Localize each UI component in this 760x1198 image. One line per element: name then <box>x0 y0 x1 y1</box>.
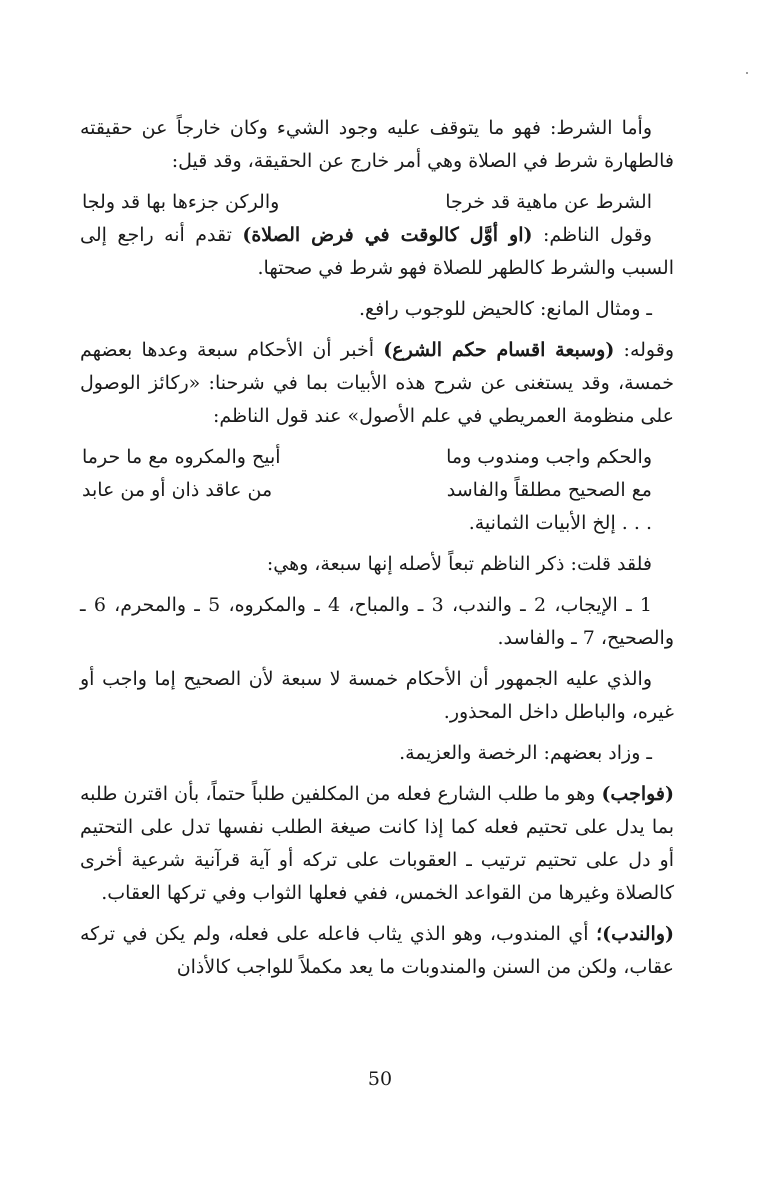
paragraph-lead: وقوله: <box>614 339 674 361</box>
paragraph-lead: وقول الناظم: <box>532 224 653 246</box>
paragraph-etc-verses: . . . إلخ الأبيات الثمانية. <box>468 512 652 534</box>
verse-line-1 <box>80 186 674 219</box>
paragraph-majority-view: والذي عليه الجمهور أن الأحكام خمسة لا سبعة لأن الصحيح إما واجب أو غيره، والباطل داخل المحذور. <box>80 668 674 723</box>
paragraph-preventer-example: ـ ومثال المانع: كالحيض للوجوب رافع. <box>358 298 652 320</box>
page-body <box>80 112 674 984</box>
paragraph-nazim-quote <box>80 219 674 285</box>
paragraph-text: وهو ما طلب الشارع فعله من المكلفين طلباً حتماً، بأن اقترن طلبه بما يدل على تحتيم فعله كما إذا كانت صيغة الطلب نفسها تدل على التحتيم أو دل على تحتيم ترتيب ـ العقوبات على تركه أو آية قرآنية شرعية أخرى كالصلاة وغيرها من القواعد الخمس، ففي فعلها الثواب وفي تركها العقاب. <box>80 783 674 904</box>
paragraph-nazim-listed: فلقد قلت: ذكر الناظم تبعاً لأصله إنها سبعة، وهي: <box>266 553 652 575</box>
paragraph-recommended <box>80 918 674 984</box>
verse-hemistich-right: والحكم واجب ومندوب وما <box>446 446 652 468</box>
verse-hemistich-right: مع الصحيح مطلقاً والفاسد <box>446 479 652 501</box>
paragraph-text: فهو ما يتوقف عليه وجود الشيء وكان خارجاً عن حقيقته فالطهارة شرط في الصلاة وهي أمر خارج عن الحقيقة، وقد قيل: <box>80 117 674 172</box>
page-number: 50 <box>367 1068 393 1090</box>
paragraph-rulings-list: 1 ـ الإيجاب، 2 ـ والندب، 3 ـ والمباح، 4 ـ والمكروه، 5 ـ والمحرم، 6 ـ والصحيح، 7 ـ والفاسد. <box>80 594 674 649</box>
quoted-verse: (او أوَّل كالوقت في فرض الصلاة) <box>242 224 533 246</box>
paragraph-condition-definition <box>80 112 674 178</box>
paragraph-text: أخبر أن الأحكام سبعة وعدها بعضهم خمسة، وقد يستغنى عن شرح هذه الأبيات بما في شرحنا: «ركائز الوصول على منظومة العمريطي في علم الأصول» عند قول الناظم: <box>80 339 674 427</box>
verse-hemistich-left: أبيح والمكروه مع ما حرما <box>82 446 281 468</box>
term-condition: وأما الشرط: <box>540 117 652 139</box>
paragraph-text: أي المندوب، وهو الذي يثاب فاعله على فعله، ولم يكن في تركه عقاب، ولكن من السنن والمندوبات ما يعد مكملاً للواجب كالأذان <box>80 923 674 978</box>
paragraph-text: تقدم أنه راجع إلى السبب والشرط كالطهر للصلاة فهو شرط في صحتها. <box>80 224 674 279</box>
page-corner-mark <box>746 72 748 74</box>
verse-line-2 <box>80 441 674 474</box>
verse-line-3 <box>80 474 674 507</box>
paragraph-concession: ـ وزاد بعضهم: الرخصة والعزيمة. <box>399 742 652 764</box>
term-recommended: (والندب)؛ <box>596 923 674 945</box>
quoted-verse: (وسبعة اقسام حكم الشرع) <box>383 339 615 361</box>
term-obligatory: (فواجب) <box>601 783 674 805</box>
paragraph-obligatory <box>80 778 674 910</box>
verse-hemistich-right: الشرط عن ماهية قد خرجا <box>445 191 652 213</box>
verse-hemistich-left: من عاقد ذان أو من عابد <box>82 479 273 501</box>
verse-hemistich-left: والركن جزءها بها قد ولجا <box>82 191 280 213</box>
paragraph-seven-rulings <box>80 334 674 433</box>
